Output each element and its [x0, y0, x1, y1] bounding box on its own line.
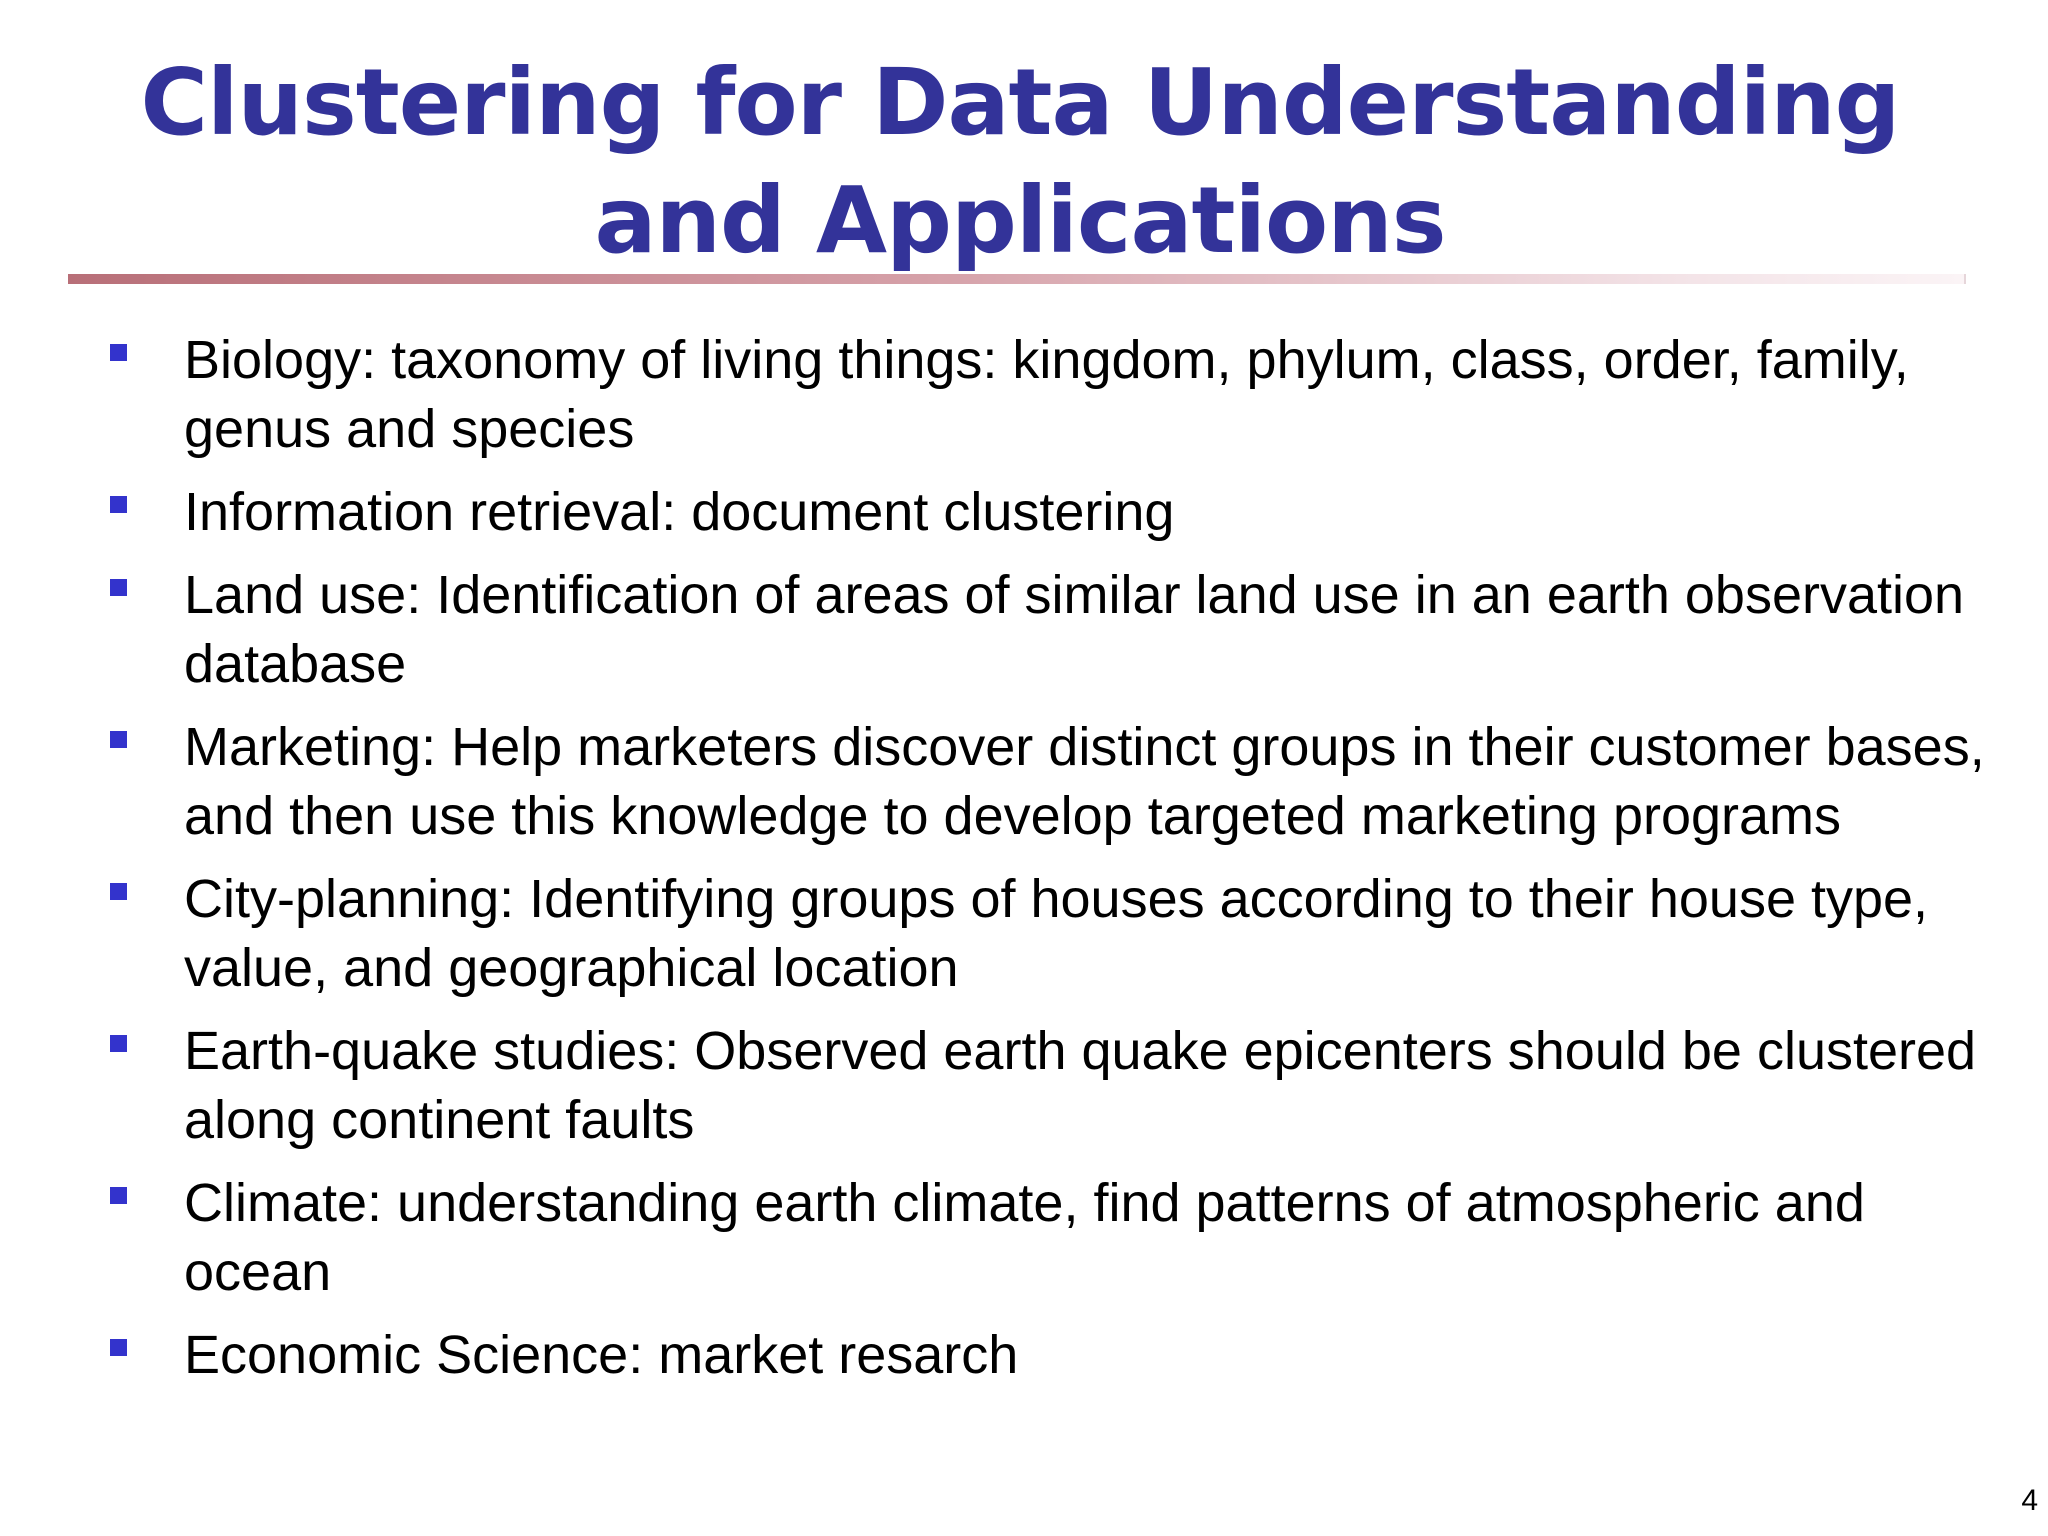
- title-divider: [68, 274, 1966, 284]
- bullet-item-earth-quake-studies: [108, 1017, 1988, 1155]
- square-bullet-icon: [110, 344, 127, 361]
- bullet-text: Climate: understanding earth climate, find patterns of atmospheric and ocean: [184, 1173, 1865, 1302]
- square-bullet-icon: [110, 731, 127, 748]
- square-bullet-icon: [110, 496, 127, 513]
- page-number: 4: [2021, 1484, 2038, 1517]
- square-bullet-icon: [110, 579, 127, 596]
- bullet-text: Earth-quake studies: Observed earth quake epicenters should be clustered along continent faults: [184, 1021, 1977, 1150]
- bullet-text: Land use: Identification of areas of similar land use in an earth observation database: [184, 565, 1965, 694]
- bullet-item-marketing: [108, 713, 1988, 851]
- square-bullet-icon: [110, 1187, 127, 1204]
- bullet-text: Biology: taxonomy of living things: kingdom, phylum, class, order, family, genus and species: [184, 330, 1909, 459]
- bullet-text: Marketing: Help marketers discover distinct groups in their customer bases, and then use this knowledge to develop targeted marketing programs: [184, 717, 1985, 846]
- bullet-item-biology: [108, 326, 1988, 464]
- bullet-item-land-use: [108, 561, 1988, 699]
- bullet-item-city-planning: [108, 865, 1988, 1003]
- bullet-text: City-planning: Identifying groups of houses according to their house type, value, and geographical location: [184, 869, 1929, 998]
- square-bullet-icon: [110, 1339, 127, 1356]
- square-bullet-icon: [110, 883, 127, 900]
- bullet-text: Information retrieval: document clustering: [184, 482, 1175, 542]
- slide-title: Clustering for Data Understanding and Applications: [140, 49, 1900, 274]
- bullet-item-economic-science: [108, 1321, 1988, 1390]
- bullet-item-climate: [108, 1169, 1988, 1307]
- bullet-list: [108, 326, 1988, 1404]
- bullet-text: Economic Science: market resarch: [184, 1325, 1019, 1385]
- square-bullet-icon: [110, 1035, 127, 1052]
- bullet-item-information-retrieval: [108, 478, 1988, 547]
